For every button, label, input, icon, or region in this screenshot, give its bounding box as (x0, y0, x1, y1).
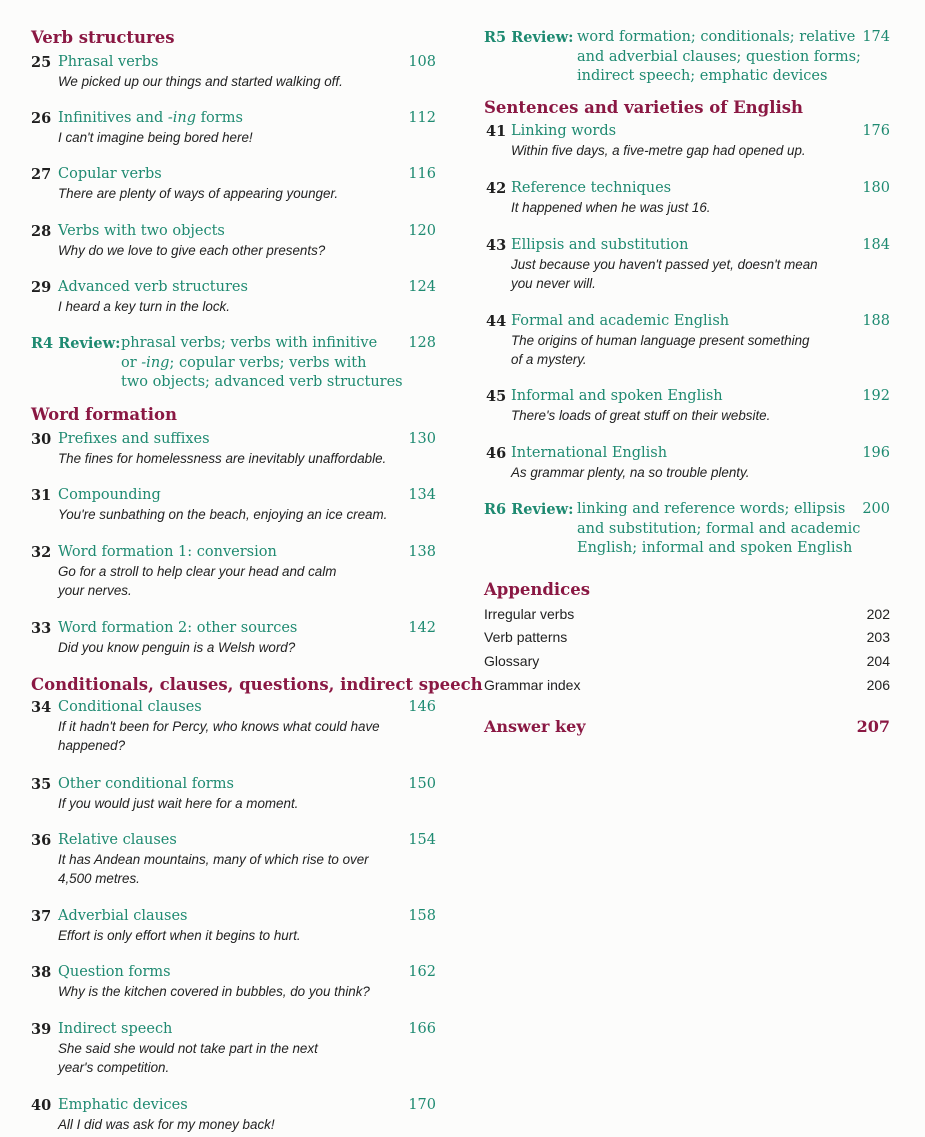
unit-title: Word formation 1: conversion (58, 544, 277, 560)
page-number: 184 (862, 237, 890, 253)
unit-example-sentence: We picked up our things and started walking off. (58, 74, 343, 89)
unit-number: 41 (486, 123, 507, 140)
unit-entry-36[interactable] (31, 831, 436, 888)
unit-title: Informal and spoken English (511, 388, 723, 404)
appendix-entry[interactable] (484, 676, 890, 696)
page-number: 170 (408, 1097, 436, 1113)
page-number: 158 (408, 908, 436, 924)
page-number: 203 (866, 629, 890, 645)
unit-number: 28 (31, 223, 52, 240)
unit-example-sentence: Effort is only effort when it begins to hurt. (58, 928, 301, 943)
unit-number: 32 (31, 544, 52, 561)
unit-entry-31[interactable] (31, 486, 436, 524)
unit-title: Copular verbs (58, 166, 162, 182)
review-topics-line: English; informal and spoken English (577, 540, 853, 556)
page-number: 206 (866, 677, 890, 693)
unit-number: 27 (31, 166, 52, 183)
review-r6-entry[interactable] (484, 500, 894, 560)
unit-title: Relative clauses (58, 832, 177, 848)
unit-title: Conditional clauses (58, 699, 202, 715)
unit-title: Reference techniques (511, 180, 672, 196)
unit-number: 35 (31, 776, 52, 793)
unit-example-sentence: you never will. (511, 276, 596, 291)
page-number: 116 (408, 166, 436, 182)
unit-entry-33[interactable] (31, 619, 436, 657)
review-r4-entry[interactable] (31, 334, 441, 394)
review-topics-line: and substitution; formal and academic (577, 520, 861, 537)
section-heading-sentences: Sentences and varieties of English (484, 98, 804, 117)
unit-number: 31 (31, 487, 52, 504)
unit-entry-39[interactable] (31, 1020, 436, 1077)
page-number: 200 (862, 501, 890, 517)
unit-example-sentence: Why is the kitchen covered in bubbles, do you think? (58, 984, 370, 999)
section-heading-appendices: Appendices (484, 580, 591, 599)
unit-entry-30[interactable] (31, 430, 436, 468)
page-number: 166 (408, 1021, 436, 1037)
appendix-entry[interactable] (484, 652, 890, 672)
page-number: 192 (862, 388, 890, 404)
page-number: 108 (408, 54, 436, 70)
unit-title: Ellipsis and substitution (511, 237, 689, 253)
page-number: 202 (866, 606, 890, 622)
review-r5-entry[interactable] (484, 28, 894, 88)
unit-example-sentence: Did you know penguin is a Welsh word? (58, 640, 296, 655)
unit-number: 42 (486, 180, 507, 197)
review-topics-line: phrasal verbs; verbs with infinitive (121, 335, 378, 351)
review-label: R6 Review: (484, 501, 574, 518)
unit-example-sentence: happened? (58, 738, 126, 753)
unit-number: 26 (31, 110, 52, 127)
unit-title: Emphatic devices (58, 1097, 188, 1113)
unit-example-sentence: Just because you haven't passed yet, doesn't mean (511, 257, 818, 272)
unit-entry-37[interactable] (31, 907, 436, 945)
unit-example-sentence: If it hadn't been for Percy, who knows what could have (58, 719, 380, 734)
unit-example-sentence: of a mystery. (511, 352, 587, 367)
review-label: R5 Review: (484, 29, 574, 46)
unit-example-sentence: Go for a stroll to help clear your head and calm (58, 564, 337, 579)
unit-example-sentence: Why do we love to give each other presents? (58, 243, 326, 258)
unit-example-sentence: The fines for homelessness are inevitably unaffordable. (58, 451, 387, 466)
unit-example-sentence: I can't imagine being bored here! (58, 130, 253, 145)
unit-number: 43 (486, 237, 507, 254)
unit-number: 37 (31, 908, 52, 925)
unit-title: Verbs with two objects (58, 223, 225, 239)
page-number: 162 (408, 964, 436, 980)
appendix-label: Verb patterns (484, 629, 568, 645)
page-number: 154 (408, 832, 436, 848)
unit-title: Formal and academic English (511, 313, 730, 329)
unit-title: International English (511, 445, 668, 461)
unit-example-sentence: It has Andean mountains, many of which rise to over (58, 852, 369, 867)
unit-example-sentence: There's loads of great stuff on their website. (511, 408, 771, 423)
unit-title: Other conditional forms (58, 776, 234, 792)
section-heading-verb-structures: Verb structures (31, 28, 175, 47)
section-heading-word-formation: Word formation (31, 405, 178, 424)
unit-number: 40 (31, 1097, 52, 1114)
page-number: 188 (862, 313, 890, 329)
unit-title: Question forms (58, 964, 171, 980)
unit-entry-38[interactable] (31, 963, 436, 1001)
review-topics-line: two objects; advanced verb structures (121, 374, 403, 390)
unit-entry-25[interactable] (31, 53, 436, 91)
unit-example-sentence: 4,500 metres. (58, 871, 140, 886)
unit-entry-29[interactable] (31, 278, 436, 316)
review-topics-line: linking and reference words; ellipsis (577, 501, 846, 517)
appendix-label: Irregular verbs (484, 606, 575, 622)
page-number: 146 (408, 699, 436, 715)
unit-example-sentence: All I did was ask for my money back! (58, 1117, 275, 1132)
page-number: 134 (408, 487, 436, 503)
unit-example-sentence: If you would just wait here for a moment. (58, 796, 299, 811)
appendix-entry[interactable] (484, 628, 890, 648)
page-number: 112 (408, 110, 436, 126)
page-number: 138 (408, 544, 436, 560)
page-number: 124 (408, 279, 436, 295)
unit-number: 30 (31, 431, 52, 448)
page-number: 180 (862, 180, 890, 196)
page-number: 207 (856, 717, 890, 736)
answer-key-label: Answer key (484, 717, 586, 736)
appendix-label: Grammar index (484, 677, 581, 693)
page-number: 150 (408, 776, 436, 792)
review-label: R4 Review: (31, 335, 121, 352)
unit-number: 36 (31, 832, 52, 849)
unit-example-sentence: I heard a key turn in the lock. (58, 299, 230, 314)
unit-entry-46[interactable] (486, 444, 890, 482)
unit-entry-32[interactable] (31, 543, 436, 600)
page-number: 176 (862, 123, 890, 139)
appendix-entry[interactable] (484, 605, 890, 625)
unit-title: Infinitives and -ing forms (58, 110, 243, 126)
unit-example-sentence: It happened when he was just 16. (511, 200, 711, 215)
page-number: 204 (866, 653, 890, 669)
page-number: 128 (408, 335, 436, 351)
unit-entry-44[interactable] (486, 312, 890, 369)
unit-number: 44 (486, 313, 507, 330)
unit-title: Word formation 2: other sources (58, 620, 298, 636)
unit-entry-45[interactable] (486, 387, 890, 425)
page-number: 174 (862, 29, 890, 45)
unit-entry-34[interactable] (31, 698, 436, 755)
unit-entry-40[interactable] (31, 1096, 436, 1134)
unit-number: 33 (31, 620, 52, 637)
answer-key-entry[interactable] (484, 717, 890, 739)
unit-example-sentence: year's competition. (58, 1060, 170, 1075)
unit-number: 46 (486, 445, 507, 462)
unit-number: 29 (31, 279, 52, 296)
unit-entry-43[interactable] (486, 236, 890, 293)
review-topics-line: and adverbial clauses; question forms; (577, 48, 861, 65)
unit-number: 25 (31, 54, 52, 71)
unit-title: Prefixes and suffixes (58, 431, 210, 447)
unit-entry-41[interactable] (486, 122, 890, 160)
appendix-label: Glossary (484, 653, 540, 669)
unit-title: Linking words (511, 123, 617, 139)
unit-example-sentence: You're sunbathing on the beach, enjoying an ice cream. (58, 507, 388, 522)
unit-title: Adverbial clauses (58, 908, 188, 924)
unit-number: 45 (486, 388, 507, 405)
unit-title: Indirect speech (58, 1021, 173, 1037)
unit-example-sentence: The origins of human language present something (511, 333, 810, 348)
review-topics-line: word formation; conditionals; relative (577, 29, 856, 45)
review-topics-line: indirect speech; emphatic devices (577, 68, 828, 84)
page-number: 142 (408, 620, 436, 636)
unit-example-sentence: She said she would not take part in the next (58, 1041, 318, 1056)
unit-number: 38 (31, 964, 52, 981)
unit-title: Phrasal verbs (58, 54, 159, 70)
page-number: 120 (408, 223, 436, 239)
section-heading-conditionals: Conditionals, clauses, questions, indirect speech (31, 675, 483, 694)
unit-entry-26[interactable] (31, 109, 436, 147)
unit-title: Advanced verb structures (58, 279, 248, 295)
unit-example-sentence: your nerves. (58, 583, 132, 598)
page-number: 130 (408, 431, 436, 447)
unit-number: 39 (31, 1021, 52, 1038)
unit-title: Compounding (58, 487, 161, 503)
unit-entry-28[interactable] (31, 222, 436, 260)
unit-entry-27[interactable] (31, 165, 436, 203)
page-number: 196 (862, 445, 890, 461)
review-topics-line: or -ing; copular verbs; verbs with (121, 354, 367, 371)
unit-number: 34 (31, 699, 52, 716)
unit-example-sentence: There are plenty of ways of appearing younger. (58, 186, 339, 201)
unit-entry-35[interactable] (31, 775, 436, 813)
unit-example-sentence: As grammar plenty, na so trouble plenty. (511, 465, 750, 480)
unit-entry-42[interactable] (486, 179, 890, 217)
unit-example-sentence: Within five days, a five-metre gap had opened up. (511, 143, 806, 158)
